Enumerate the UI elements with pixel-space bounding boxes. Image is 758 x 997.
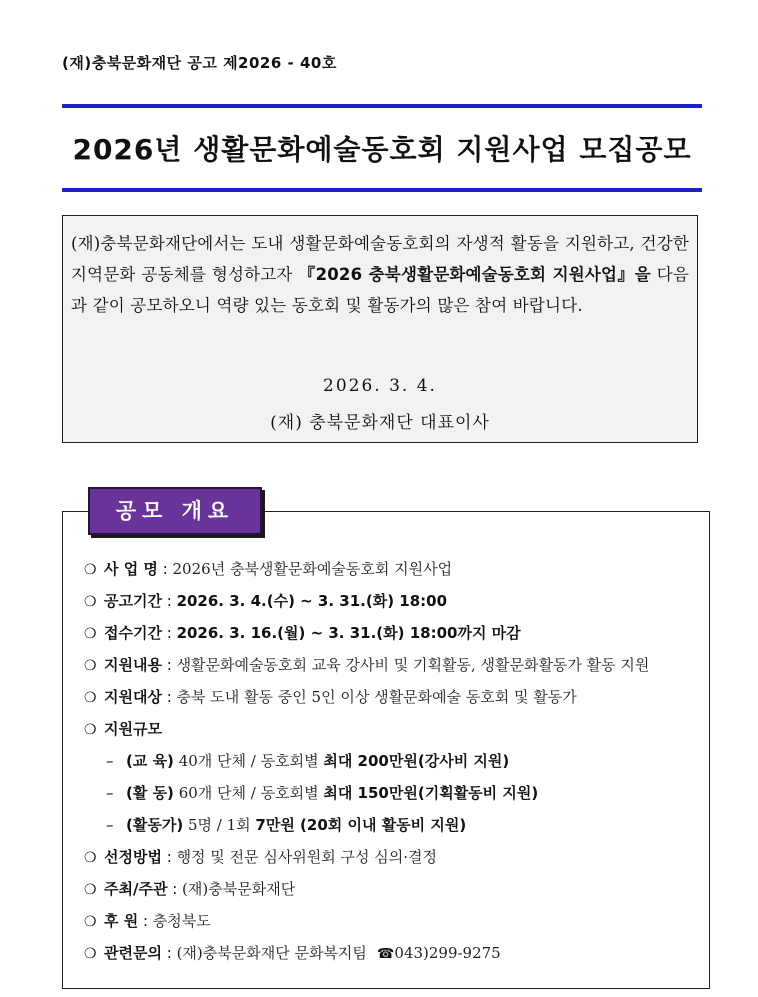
list-item: ❍ 접수기간 : 2026. 3. 16.(월) ~ 3. 31.(화) 18:00까지 마감 xyxy=(84,624,521,642)
sub-item-label: (활동가) xyxy=(126,816,184,834)
sub-item-emphasis: 최대 200만원(강사비 지원) xyxy=(323,752,510,770)
sub-list-item xyxy=(84,750,704,782)
dash-icon: – xyxy=(106,784,114,802)
list-item: ❍ 지원대상 : 충북 도내 활동 중인 5인 이상 생활문화예술 동호회 및 활동가 xyxy=(84,688,577,706)
title-top-rule xyxy=(62,104,702,108)
list-item: ❍ 후 원 : 충청북도 xyxy=(84,912,211,930)
intro-signature: (재) 충북문화재단 대표이사 xyxy=(270,413,490,433)
list-item xyxy=(84,718,704,750)
sub-item-value: 60개 단체 / 동호회별 xyxy=(178,784,324,802)
intro-text-before: (재)충북문화재단에서는 도내 생활문화예술동호회의 자생적 활동을 지원하고, 건강한 지역문화 공동체를 형성하고자 xyxy=(71,234,689,284)
notice-number: (재)충북문화재단 공고 제2026 - 40호 xyxy=(62,54,337,72)
intro-text-after: 다음과 같이 공모하오니 역량 있는 동호회 및 활동가의 많은 참여 바랍니다. xyxy=(71,265,689,315)
item-label: 지원내용 xyxy=(104,656,162,674)
bullet-icon: ❍ xyxy=(84,882,97,898)
section-title: 공모 개요 xyxy=(115,499,235,523)
page-title: 2026년 생활문화예술동호회 지원사업 모집공모 xyxy=(72,133,692,166)
item-label: 공고기간 xyxy=(104,592,162,610)
bullet-icon: ❍ xyxy=(84,722,97,738)
item-value: (재)충북문화재단 xyxy=(182,880,296,898)
list-item: ❍ 지원내용 : 생활문화예술동호회 교육 강사비 및 기획활동, 생활문화활동가 활동 지원 xyxy=(84,656,650,674)
item-value: 생활문화예술동호회 교육 강사비 및 기획활동, 생활문화활동가 활동 지원 xyxy=(176,656,650,674)
bullet-icon: ❍ xyxy=(84,594,97,610)
item-value: 충북 도내 활동 중인 5인 이상 생활문화예술 동호회 및 활동가 xyxy=(176,688,577,706)
list-item: ❍ 주최/주관 : (재)충북문화재단 xyxy=(84,880,296,898)
item-value: 행정 및 전문 심사위원회 구성 심의·결정 xyxy=(176,848,438,866)
bullet-icon: ❍ xyxy=(84,850,97,866)
phone-number[interactable]: 043)299-9275 xyxy=(394,944,501,962)
dash-icon: – xyxy=(106,752,114,770)
item-label: 관련문의 xyxy=(104,944,162,962)
item-label: 접수기간 xyxy=(104,624,162,642)
item-label: 선정방법 xyxy=(104,848,162,866)
item-value: 충청북도 xyxy=(152,912,211,930)
sub-item-value: 40개 단체 / 동호회별 xyxy=(178,752,324,770)
list-item: ❍ 사 업 명 : 2026년 충북생활문화예술동호회 지원사업 xyxy=(84,560,453,578)
bullet-icon: ❍ xyxy=(84,626,97,642)
bullet-icon: ❍ xyxy=(84,914,97,930)
item-value: 2026년 충북생활문화예술동호회 지원사업 xyxy=(172,560,453,578)
intro-box xyxy=(62,215,698,443)
list-item: ❍ 공고기간 : 2026. 3. 4.(수) ~ 3. 31.(화) 18:00 xyxy=(84,592,448,610)
bullet-icon: ❍ xyxy=(84,690,97,706)
sub-item-emphasis: 7만원 (20회 이내 활동비 지원) xyxy=(255,816,467,834)
item-label: 후 원 xyxy=(104,912,139,930)
dash-icon: – xyxy=(106,816,114,834)
item-label: 사 업 명 xyxy=(104,560,158,578)
sub-item-emphasis: 최대 150만원(기획활동비 지원) xyxy=(323,784,539,802)
intro-highlight: 『2026 충북생활문화예술동호회 지원사업』을 xyxy=(298,265,651,284)
title-bottom-rule xyxy=(62,188,702,192)
phone-icon: ☎ xyxy=(376,946,395,962)
item-label: 지원대상 xyxy=(104,688,162,706)
item-value: (재)충북문화재단 문화복지팀 xyxy=(176,944,367,962)
sub-item-value: 5명 / 1회 xyxy=(187,816,256,834)
intro-date: 2026. 3. 4. xyxy=(323,376,437,396)
sub-list-item xyxy=(84,782,704,814)
overview-list xyxy=(84,558,704,974)
intro-paragraph xyxy=(71,228,689,321)
sub-list-item xyxy=(84,814,704,846)
section-title-tab xyxy=(88,487,262,535)
sub-item-label: (활 동) xyxy=(126,784,174,802)
list-item: ❍ 선정방법 : 행정 및 전문 심사위원회 구성 심의·결정 xyxy=(84,848,438,866)
bullet-icon: ❍ xyxy=(84,946,97,962)
item-value: 2026. 3. 16.(월) ~ 3. 31.(화) 18:00까지 마감 xyxy=(176,624,521,642)
sub-item-label: (교 육) xyxy=(126,752,174,770)
list-item: ❍ 관련문의 : (재)충북문화재단 문화복지팀 ☎043)299-9275 xyxy=(84,944,501,962)
item-label: 지원규모 xyxy=(104,720,162,738)
bullet-icon: ❍ xyxy=(84,562,97,578)
item-value: 2026. 3. 4.(수) ~ 3. 31.(화) 18:00 xyxy=(176,592,448,610)
bullet-icon: ❍ xyxy=(84,658,97,674)
item-label: 주최/주관 xyxy=(104,880,168,898)
